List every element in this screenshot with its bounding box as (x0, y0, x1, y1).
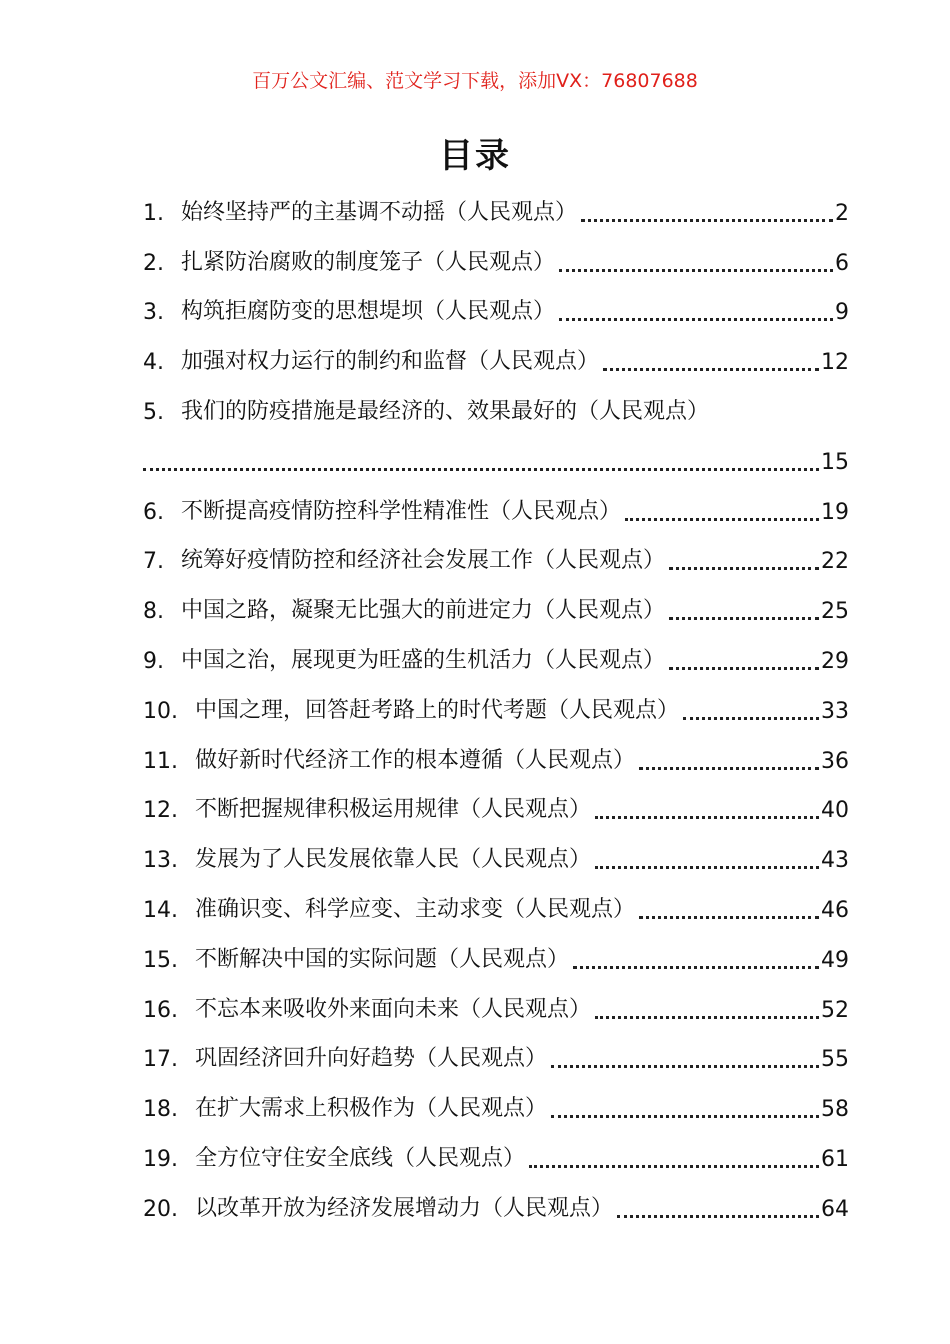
toc-entry-continuation[interactable] (143, 425, 849, 475)
toc-entry-number: 13. (143, 848, 178, 874)
toc-entry-page: 33 (821, 698, 849, 724)
toc-entry[interactable] (143, 525, 849, 575)
toc-leader-dots (595, 796, 819, 819)
toc-entry[interactable] (143, 226, 849, 276)
toc-entry-title: 全方位守住安全底线（人民观点） (195, 1145, 526, 1171)
toc-entry-number: 10. (143, 698, 178, 724)
toc-entry-title: 不断提高疫情防控科学性精准性（人民观点） (181, 498, 622, 524)
toc-entry-title: 构筑拒腐防变的思想堤坝（人民观点） (181, 299, 556, 325)
toc-entry[interactable] (143, 624, 849, 674)
toc-leader-dots (603, 348, 819, 371)
toc-entry-page: 29 (821, 648, 849, 674)
toc-entry-number: 4. (143, 350, 164, 376)
toc-title: 目录 (439, 136, 511, 176)
toc-entry-title: 以改革开放为经济发展增动力（人民观点） (195, 1195, 614, 1221)
toc-entry[interactable] (143, 475, 849, 525)
toc-leader-dots (595, 846, 819, 869)
toc-leader-dots (551, 1095, 819, 1118)
toc-entry[interactable] (143, 873, 849, 923)
toc-entry-number: 7. (143, 549, 164, 575)
toc-entry-page: 55 (821, 1047, 849, 1073)
toc-leader-dots (595, 996, 819, 1019)
toc-entry[interactable] (143, 823, 849, 873)
toc-entry-page: 43 (821, 848, 849, 874)
toc-entry-number: 6. (143, 499, 164, 525)
toc-entry-page: 64 (821, 1196, 849, 1222)
toc-entry-number: 1. (143, 200, 164, 226)
toc-entry-page: 36 (821, 748, 849, 774)
toc-leader-dots (669, 547, 819, 570)
toc-entry[interactable] (143, 724, 849, 774)
toc-entry-number: 9. (143, 648, 164, 674)
header-watermark-note: 百万公文汇编、范文学习下载，添加VX：76807688 (252, 70, 698, 92)
toc-entry-title: 巩固经济回升向好趋势（人民观点） (195, 1046, 548, 1072)
toc-entry-title: 中国之理，回答赶考路上的时代考题（人民观点） (195, 697, 680, 723)
toc-entry-title: 不断把握规律积极运用规律（人民观点） (195, 797, 592, 823)
toc-entry-number: 18. (143, 1097, 178, 1123)
toc-entry[interactable] (143, 574, 849, 624)
toc-entry[interactable] (143, 276, 849, 326)
toc-entry-number: 15. (143, 947, 178, 973)
toc-entry-page: 61 (821, 1146, 849, 1172)
toc-leader-dots (639, 896, 819, 919)
toc-entry-title: 在扩大需求上积极作为（人民观点） (195, 1096, 548, 1122)
toc-entry-page: 12 (821, 350, 849, 376)
toc-leader-dots (683, 697, 819, 720)
toc-leader-dots (559, 249, 833, 272)
toc-entry-number: 12. (143, 798, 178, 824)
toc-leader-dots (529, 1145, 819, 1168)
toc-entry-title: 做好新时代经济工作的根本遵循（人民观点） (195, 747, 636, 773)
toc-entry[interactable] (143, 1023, 849, 1073)
toc-entry-number: 16. (143, 997, 178, 1023)
toc-entry-page: 46 (821, 897, 849, 923)
toc-entry[interactable] (143, 1072, 849, 1122)
toc-entry[interactable] (143, 774, 849, 824)
toc-entry-title: 扎紧防治腐败的制度笼子（人民观点） (181, 249, 556, 275)
toc-entry-number: 11. (143, 748, 178, 774)
toc-leader-dots (559, 298, 833, 321)
toc-leader-dots (143, 448, 819, 471)
toc-entry-title: 我们的防疫措施是最经济的、效果最好的（人民观点） (181, 398, 710, 424)
toc-entry-page: 2 (835, 200, 849, 226)
toc-entry-number: 20. (143, 1196, 178, 1222)
toc-leader-dots (669, 647, 819, 670)
toc-entry-number: 19. (143, 1146, 178, 1172)
toc-entry-page: 40 (821, 798, 849, 824)
toc-leader-dots (639, 747, 819, 770)
toc-entry-page: 9 (835, 300, 849, 326)
toc-entry-page: 25 (821, 599, 849, 625)
toc-entry-number: 2. (143, 250, 164, 276)
toc-entry-number: 17. (143, 1047, 178, 1073)
toc-entry-page: 22 (821, 549, 849, 575)
toc-entry-page: 19 (821, 499, 849, 525)
toc-entry[interactable] (143, 923, 849, 973)
toc-entry[interactable] (143, 1122, 849, 1172)
toc-entry[interactable] (143, 674, 849, 724)
toc-entry-title: 加强对权力运行的制约和监督（人民观点） (181, 349, 600, 375)
toc-leader-dots (617, 1195, 819, 1218)
toc-entry-title: 中国之路，凝聚无比强大的前进定力（人民观点） (181, 598, 666, 624)
toc-entry-number: 3. (143, 300, 164, 326)
toc-entry-page: 58 (821, 1097, 849, 1123)
toc-leader-dots (551, 1045, 819, 1068)
toc-entry[interactable] (143, 973, 849, 1023)
toc-entry-title: 不断解决中国的实际问题（人民观点） (195, 946, 570, 972)
toc-entry-number: 14. (143, 897, 178, 923)
toc-entry-title: 准确识变、科学应变、主动求变（人民观点） (195, 896, 636, 922)
toc-entry-page: 52 (821, 997, 849, 1023)
toc-entry-title: 中国之治，展现更为旺盛的生机活力（人民观点） (181, 647, 666, 673)
toc-entry-page: 15 (821, 449, 849, 475)
toc-entry-title: 不忘本来吸收外来面向未来（人民观点） (195, 996, 592, 1022)
toc-entry-number: 5. (143, 399, 164, 425)
toc-leader-dots (669, 597, 819, 620)
toc-entry-title: 发展为了人民发展依靠人民（人民观点） (195, 847, 592, 873)
table-of-contents (143, 176, 849, 1222)
toc-entry-title: 统筹好疫情防控和经济社会发展工作（人民观点） (181, 548, 666, 574)
toc-entry-page: 49 (821, 947, 849, 973)
toc-entry-number: 8. (143, 599, 164, 625)
toc-entry[interactable] (143, 1172, 849, 1222)
toc-leader-dots (625, 498, 819, 521)
toc-entry[interactable] (143, 176, 849, 226)
toc-entry[interactable] (143, 325, 849, 375)
toc-entry-title: 始终坚持严的主基调不动摇（人民观点） (181, 199, 578, 225)
toc-entry-page: 6 (835, 250, 849, 276)
toc-leader-dots (581, 199, 833, 222)
toc-leader-dots (573, 946, 819, 969)
toc-entry[interactable] (143, 375, 849, 425)
